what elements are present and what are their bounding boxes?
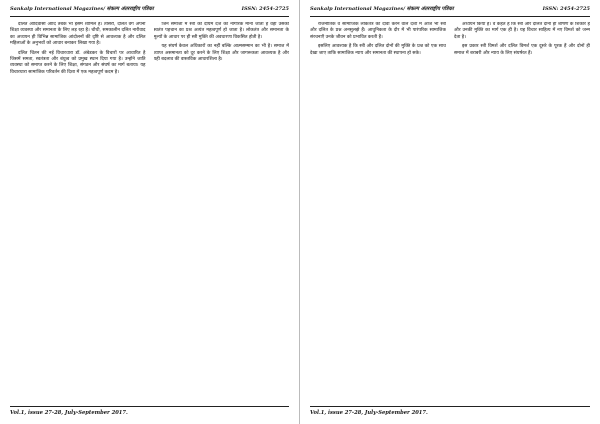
paragraph: अध्ययन किया है। वे कहते हैं कि स्त्री और दलित दोनों ही शोषण के शिकार हैं और उनकी मुक्ति का मार्ग एक ही है। यह विचार साहित्य में नए विमर्श को जन्म देता है। [454, 22, 590, 40]
paragraph: दलित चिंतन की नई विचारधारा डॉ. अंबेडकर के विचारों पर आधारित है जिसमें समता, स्वतंत्रता और बंधुत्व को प्रमुख स्थान दिया गया है। उन्होंने जाति व्यवस्था को समाप्त करने के लिए शिक्षा, संगठन और संघर्ष का मार्ग बताया। यह विचारधारा सामाजिक परिवर्तन की दिशा में एक महत्वपूर्ण कदम है। [10, 50, 146, 75]
text-columns [10, 22, 289, 402]
journal-page-right [300, 0, 600, 424]
header-title: Sankalp International Magazines/ संकल्प अंतरराष्ट्रीय पत्रिका [310, 6, 454, 12]
paragraph: दलित आदिवासी आदि तबके भी इसमें शामिल हैं। तीसरी, दलित वर्ग अपनी शिक्षा व्यवस्था और समानता के लिए लड़ रहा है। चौथी, समकालीन दलित नारीवाद का अध्ययन ही विभिन्न सामाजिक आंदोलनों की दृष्टि से आवश्यक है और दलित महिलाओं के अनुभवों को आधार बनाकर लिखा गया है। [10, 22, 146, 47]
page-header [10, 6, 289, 17]
paragraph: इसलिए आवश्यक है कि स्त्री और दलित दोनों की मुक्ति के प्रश्न को एक साथ देखा जाए ताकि सामाजिक न्याय और समानता की स्थापना हो सके। [310, 44, 446, 56]
text-columns [310, 22, 590, 402]
page-footer [10, 406, 289, 416]
header-issn: ISSN: 2454-2725 [542, 6, 590, 12]
text-column [10, 22, 146, 402]
paragraph: राजनीतिक व सामाजिक लोकतंत्र का दावा करने वाले देशों में आज भी स्त्री और दलित के प्रश्न अनसुलझे हैं। आधुनिकता के दौर में भी पारंपरिक सामाजिक संरचनाएँ उनके जीवन को प्रभावित करती हैं। [310, 22, 446, 40]
header-issn: ISSN: 2454-2725 [241, 6, 289, 12]
footer-volume: Vol.1, issue 27-28, July-September 2017. [310, 410, 428, 416]
paragraph: यह संघर्ष केवल अधिकारों का नहीं बल्कि आत्मसम्मान का भी है। समाज में व्याप्त असमानता को दूर करने के लिए शिक्षा और जागरूकता आवश्यक है और यही बदलाव की वास्तविक आधारशिला है। [153, 44, 289, 63]
paragraph: जिन समाजों में स्त्री को दोयम दर्जे का नागरिक माना जाता है वहाँ उसकी स्वतंत्र पहचान का प्रश्न अत्यंत महत्वपूर्ण हो जाता है। लोकतंत्र और समानता के मूल्यों के आधार पर ही स्त्री मुक्ति की अवधारणा विकसित होती है। [153, 22, 289, 40]
text-column [154, 22, 290, 402]
footer-volume: Vol.1, issue 27-28, July-September 2017. [10, 410, 128, 416]
text-column [454, 22, 590, 402]
header-title: Sankalp International Magazines/ संकल्प अंतरराष्ट्रीय पत्रिका [10, 6, 154, 12]
page-footer [310, 406, 590, 416]
text-column [310, 22, 446, 402]
paragraph: इस प्रकार स्त्री विमर्श और दलित विमर्श एक दूसरे के पूरक हैं और दोनों ही समाज में बराबरी और न्याय के लिए संघर्षरत हैं। [454, 44, 590, 56]
page-header [310, 6, 590, 17]
